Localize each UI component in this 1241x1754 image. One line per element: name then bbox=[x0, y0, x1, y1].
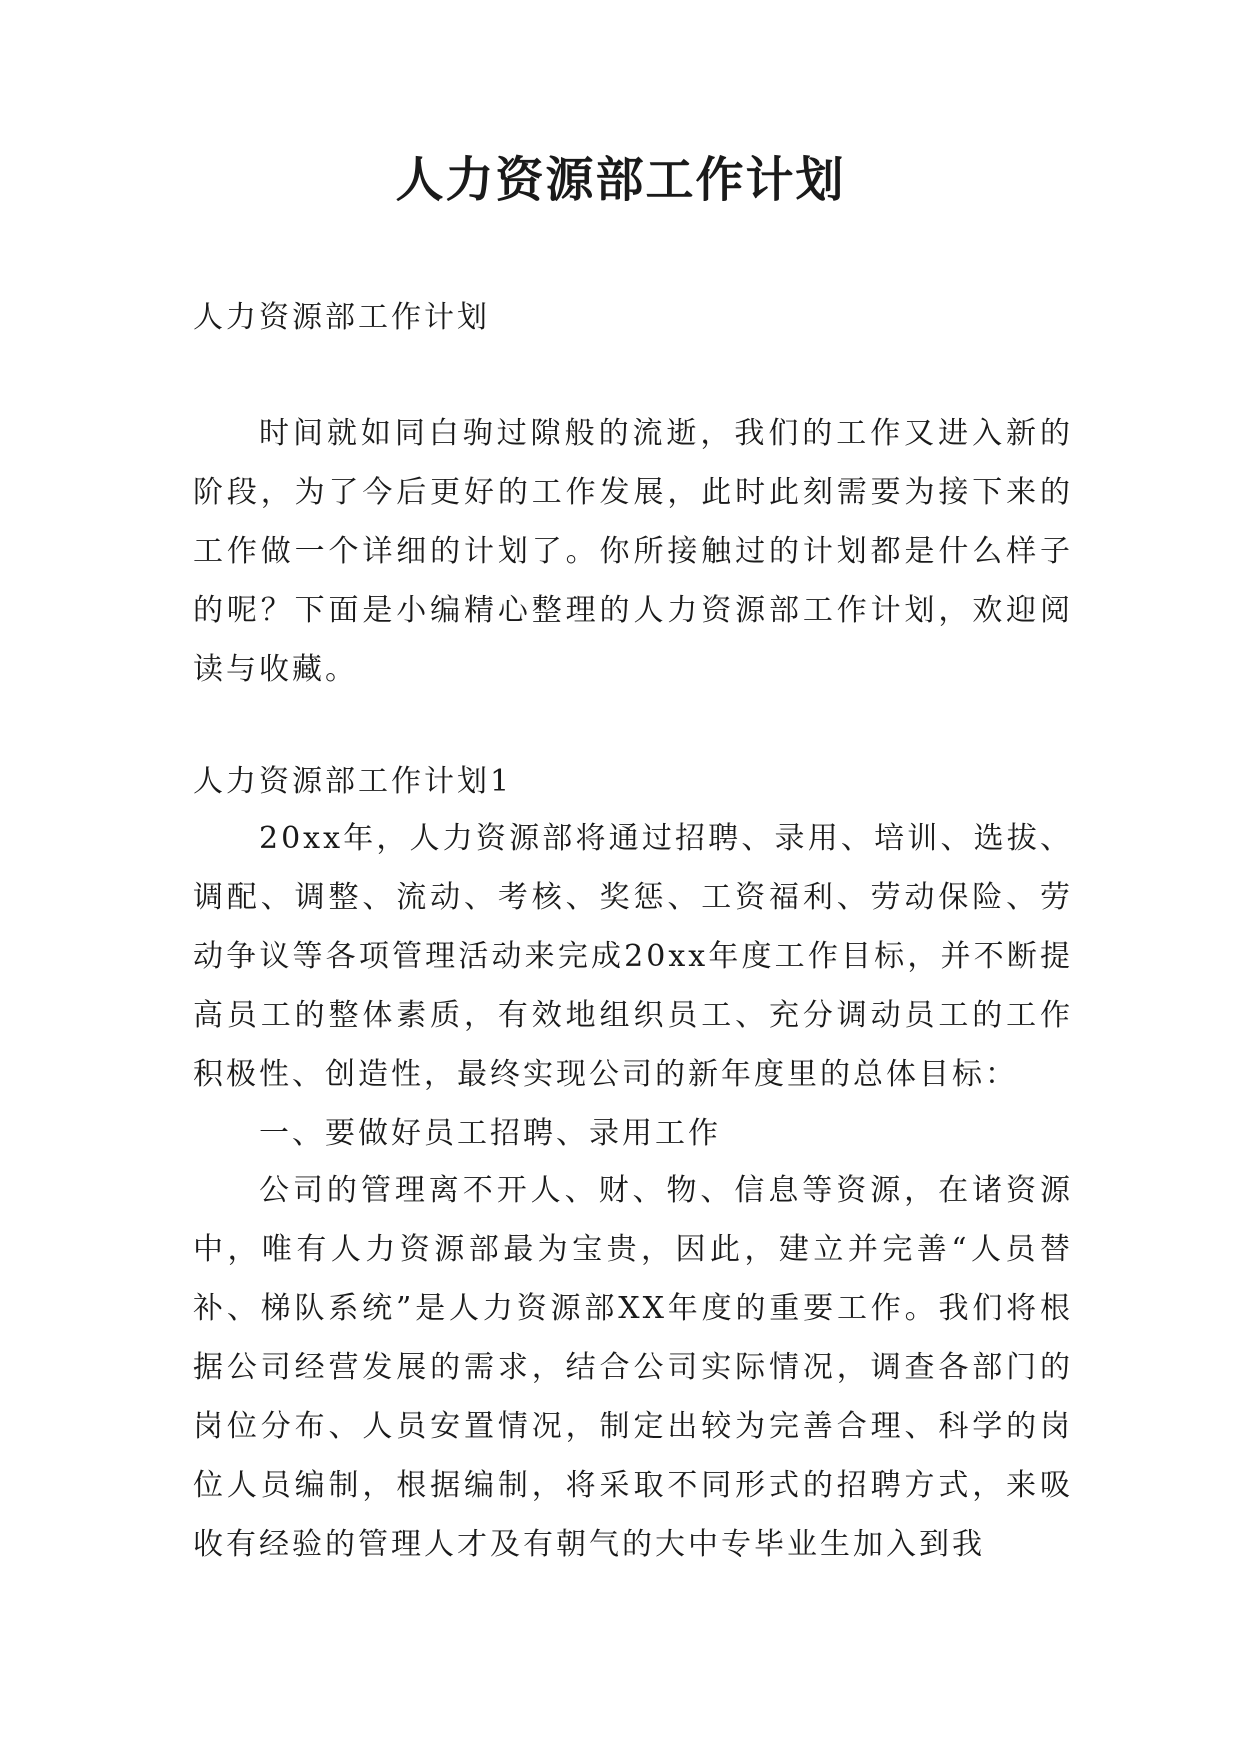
document-subtitle: 人力资源部工作计划 bbox=[193, 300, 490, 335]
section-heading: 人力资源部工作计划1 bbox=[193, 764, 513, 799]
body-paragraph-2: 公司的管理离不开人、财、物、信息等资源，在诸资源中，唯有人力资源部最为宝贵，因此，建立并完善“人员替补、梯队系统”是人力资源部XX年度的重要工作。我们将根据公司经营发展的需求，结合公司实际情况，调查各部门的岗位分布、人员安置情况，制定出较为完善合理、科学的岗位人员编制，根据编制，将采取不同形式的招聘方式，来吸收有经验的管理人才及有朝气的大中专毕业生加入到我 bbox=[193, 1173, 1073, 1562]
point-heading-1: 一、要做好员工招聘、录用工作 bbox=[259, 1116, 721, 1151]
document-title: 人力资源部工作计划 bbox=[395, 152, 846, 208]
intro-paragraph: 时间就如同白驹过隙般的流逝，我们的工作又进入新的阶段，为了今后更好的工作发展，此时此刻需要为接下来的工作做一个详细的计划了。你所接触过的计划都是什么样子的呢？下面是小编精心整理的人力资源部工作计划，欢迎阅读与收藏。 bbox=[193, 416, 1073, 687]
body-paragraph-1: 20xx年，人力资源部将通过招聘、录用、培训、选拔、调配、调整、流动、考核、奖惩、工资福利、劳动保险、劳动争议等各项管理活动来完成20xx年度工作目标，并不断提高员工的整体素质，有效地组织员工、充分调动员工的工作积极性、创造性，最终实现公司的新年度里的总体目标： bbox=[193, 821, 1073, 1092]
